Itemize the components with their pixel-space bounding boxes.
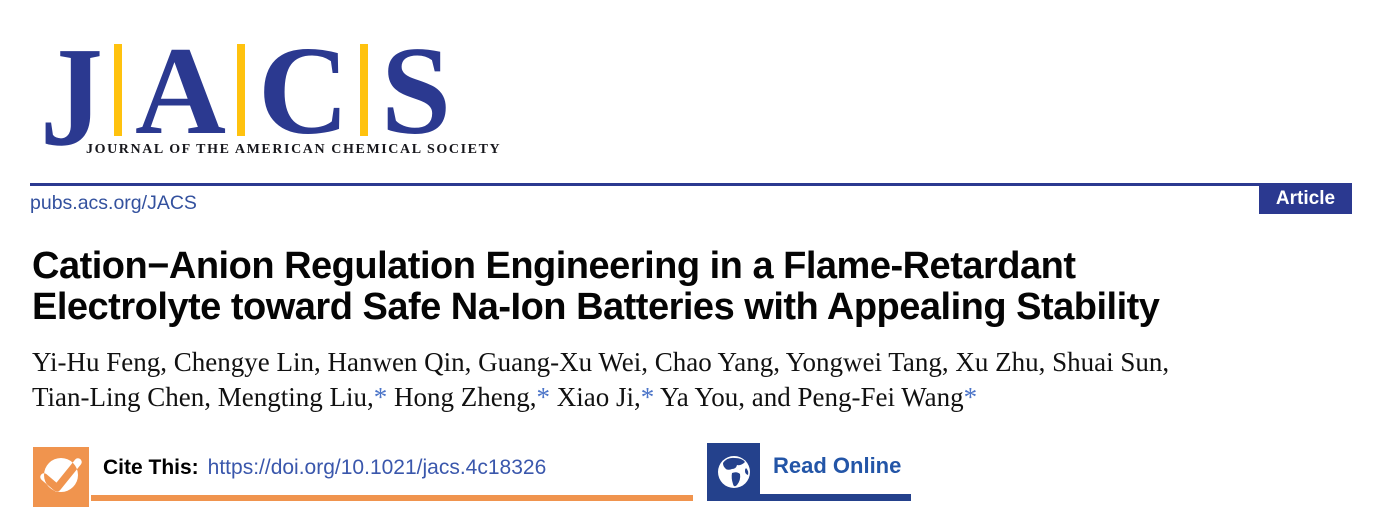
paper-title-line1: Cation−Anion Regulation Engineering in a Flame-Retardant [32,245,1076,287]
logo-letter-c: C [258,22,347,161]
author-list-line2 [32,380,1169,415]
author-list-line1: Yi-Hu Feng, Chengye Lin, Hanwen Qin, Guang-Xu Wei, Chao Yang, Yongwei Tang, Xu Zhu, Shuai Sun, [32,347,1170,377]
logo-letter-a: A [135,22,224,161]
author-names-text: Xiao Ji, [549,382,641,412]
corresponding-author-star[interactable]: * [536,382,550,412]
read-online-underline [760,494,911,501]
author-list [32,345,1169,415]
corresponding-author-star[interactable]: * [963,382,978,412]
article-type-badge: Article [1259,184,1352,214]
cite-this-label: Cite This: [103,456,199,479]
cite-check-icon [33,447,89,507]
logo-divider-bar [114,44,122,136]
author-names-text: Tian-Ling Chen, Mengting Liu, [32,382,374,412]
doi-link[interactable]: https://doi.org/10.1021/jacs.4c18326 [207,456,547,479]
globe-icon[interactable] [707,443,760,501]
jacs-logo [40,18,502,176]
corresponding-author-star[interactable]: * [373,382,388,412]
author-names-text: Hong Zheng, [387,382,537,412]
corresponding-author-star[interactable]: * [640,382,655,412]
read-online-button[interactable]: Read Online [773,453,902,478]
paper-title [32,246,1159,328]
logo-divider-bar [360,44,368,136]
journal-tagline: JOURNAL OF THE AMERICAN CHEMICAL SOCIETY [86,142,502,157]
journal-site-link[interactable]: pubs.acs.org/JACS [30,192,197,214]
author-names-text: Ya You, and Peng-Fei Wang [654,382,964,412]
paper-title-line2: Electrolyte toward Safe Na-Ion Batteries with Appealing Stability [32,286,1160,328]
logo-divider-bar [237,44,245,136]
cite-bar-underline [91,495,693,501]
cite-this-row [103,456,546,480]
logo-letter-j: J [40,18,101,176]
logo-letter-s: S [381,22,450,161]
